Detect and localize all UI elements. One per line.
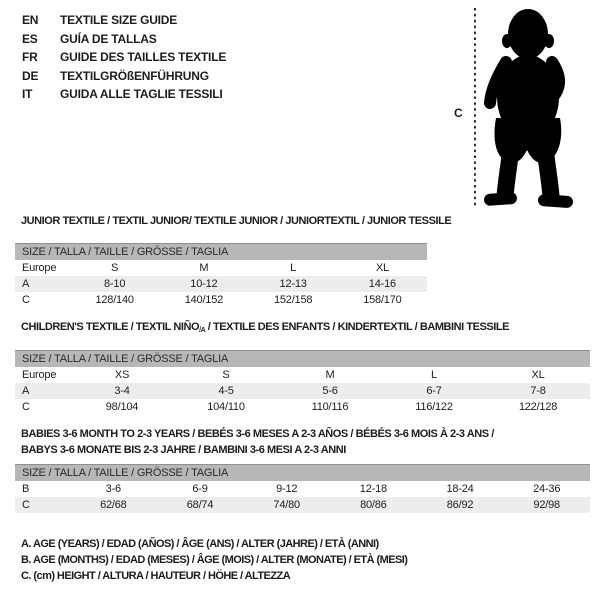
size-cell: 4-5 xyxy=(218,385,234,397)
babies-title-line2: BABYS 3-6 MONATE BIS 2-3 JAHRE / BAMBINI 3-6 MESI A 2-3 ANNI xyxy=(21,444,346,456)
language-code: ES xyxy=(22,31,38,46)
row-label: A xyxy=(22,278,30,290)
baby-silhouette-svg xyxy=(440,0,600,215)
table-row xyxy=(15,367,590,383)
children-size-table xyxy=(15,350,590,415)
table-row xyxy=(15,260,427,276)
footnote-age-years: A. AGE (YEARS) / EDAD (AÑOS) / ÂGE (ANS) / ALTER (JAHRE) / ETÀ (ANNI) xyxy=(21,538,379,550)
size-cell: S xyxy=(222,369,230,381)
size-header-bar: SIZE / TALLA / TAILLE / GRÖSSE / TAGLIA xyxy=(15,350,590,367)
babies-size-table xyxy=(15,464,590,513)
size-cell: 92/98 xyxy=(533,499,560,511)
size-cell: 86/92 xyxy=(446,499,474,511)
size-cell: 122/128 xyxy=(518,401,558,413)
language-code: EN xyxy=(22,13,39,28)
table-row xyxy=(15,399,590,415)
table-row xyxy=(15,383,590,399)
size-cell: 7-8 xyxy=(530,385,546,397)
size-cell: 12-13 xyxy=(279,278,307,290)
table-row xyxy=(15,276,427,292)
size-cell: 6-9 xyxy=(192,483,208,495)
size-cell: 68/74 xyxy=(186,499,214,511)
table-row xyxy=(15,481,590,497)
size-cell: 3-6 xyxy=(105,483,121,495)
table-row xyxy=(15,497,590,513)
row-label: C xyxy=(22,294,30,306)
row-label: C xyxy=(22,499,30,511)
baby-figure xyxy=(440,0,600,215)
size-cell: 80/86 xyxy=(360,499,387,511)
children-table-title xyxy=(21,319,509,339)
language-code: DE xyxy=(22,68,39,83)
language-label: TEXTILE SIZE GUIDE xyxy=(60,13,178,28)
junior-size-table xyxy=(15,243,427,308)
size-cell: L xyxy=(290,262,297,274)
size-cell: 3-4 xyxy=(114,385,130,397)
size-cell: M xyxy=(325,369,335,381)
footnote-height: C. (cm) HEIGHT / ALTURA / HAUTEUR / HÖHE / ALTEZZA xyxy=(21,570,291,582)
size-cell: 152/158 xyxy=(273,294,313,306)
babies-table-title xyxy=(21,426,494,458)
size-cell: 12-18 xyxy=(359,483,387,495)
language-row xyxy=(22,11,226,30)
footnote-age-months: B. AGE (MONTHS) / EDAD (MESES) / ÂGE (MOIS) / ALTER (MONATE) / ETÀ (MESI) xyxy=(21,554,408,566)
row-label: Europe xyxy=(22,369,57,381)
language-label: TEXTILGRÖßENFÜHRUNG xyxy=(60,68,209,83)
baby-silhouette xyxy=(484,9,574,208)
language-row xyxy=(22,48,226,67)
language-label: GUIDA ALLE TAGLIE TESSILI xyxy=(60,87,223,102)
language-row xyxy=(22,85,226,104)
language-list xyxy=(22,11,226,104)
size-header-bar: SIZE / TALLA / TAILLE / GRÖSSE / TAGLIA xyxy=(15,243,427,260)
size-cell: 5-6 xyxy=(322,385,338,397)
row-label: A xyxy=(22,385,30,397)
size-cell: L xyxy=(431,369,437,381)
size-cell: 10-12 xyxy=(190,278,218,290)
language-label: GUIDE DES TAILLES TEXTILE xyxy=(60,50,227,65)
row-label: Europe xyxy=(22,262,57,274)
language-label: GUÍA DE TALLAS xyxy=(60,31,157,46)
footnotes xyxy=(21,536,407,584)
language-code: IT xyxy=(22,87,33,102)
size-cell: 140/152 xyxy=(184,294,224,306)
size-cell: 8-10 xyxy=(104,278,126,290)
table-row xyxy=(15,292,427,308)
children-title-subscript: /A xyxy=(199,327,206,334)
size-cell: 24-36 xyxy=(533,483,561,495)
children-title-prefix: CHILDREN'S TEXTILE / TEXTIL NIÑO xyxy=(21,321,200,333)
size-cell: 6-7 xyxy=(426,385,442,397)
language-row xyxy=(22,30,226,49)
size-cell: 98/104 xyxy=(105,401,139,413)
size-cell: 18-24 xyxy=(446,483,474,495)
size-cell: 158/170 xyxy=(363,294,402,306)
junior-table-title: JUNIOR TEXTILE / TEXTIL JUNIOR/ TEXTILE JUNIOR / JUNIORTEXTIL / JUNIOR TESSILE xyxy=(21,215,452,227)
size-cell: 110/116 xyxy=(311,401,349,413)
row-label: C xyxy=(22,401,30,413)
size-cell: XL xyxy=(531,369,545,381)
size-cell: XL xyxy=(375,262,389,274)
size-cell: 74/80 xyxy=(273,499,300,511)
size-header-bar: SIZE / TALLA / TAILLE / GRÖSSE / TAGLIA xyxy=(15,464,590,481)
size-cell: 116/122 xyxy=(415,401,453,413)
babies-title-line1: BABIES 3-6 MONTH TO 2-3 YEARS / BEBÉS 3-6 MESES A 2-3 AÑOS / BÉBÉS 3-6 MOIS À 2-3 ANS / xyxy=(21,428,494,440)
language-row xyxy=(22,67,226,86)
language-code: FR xyxy=(22,50,38,65)
size-cell: 9-12 xyxy=(276,483,298,495)
row-label: B xyxy=(22,483,30,495)
size-cell: S xyxy=(111,262,119,274)
height-measure-label: C xyxy=(454,106,463,120)
size-cell: 128/140 xyxy=(95,294,134,306)
size-cell: 62/68 xyxy=(100,499,127,511)
size-cell: M xyxy=(199,262,209,274)
children-title-suffix: / TEXTILE DES ENFANTS / KINDERTEXTIL / BAMBINI TESSILE xyxy=(205,321,510,333)
size-cell: 14-16 xyxy=(368,278,396,290)
size-cell: XS xyxy=(114,369,130,381)
size-cell: 104/110 xyxy=(207,401,245,413)
